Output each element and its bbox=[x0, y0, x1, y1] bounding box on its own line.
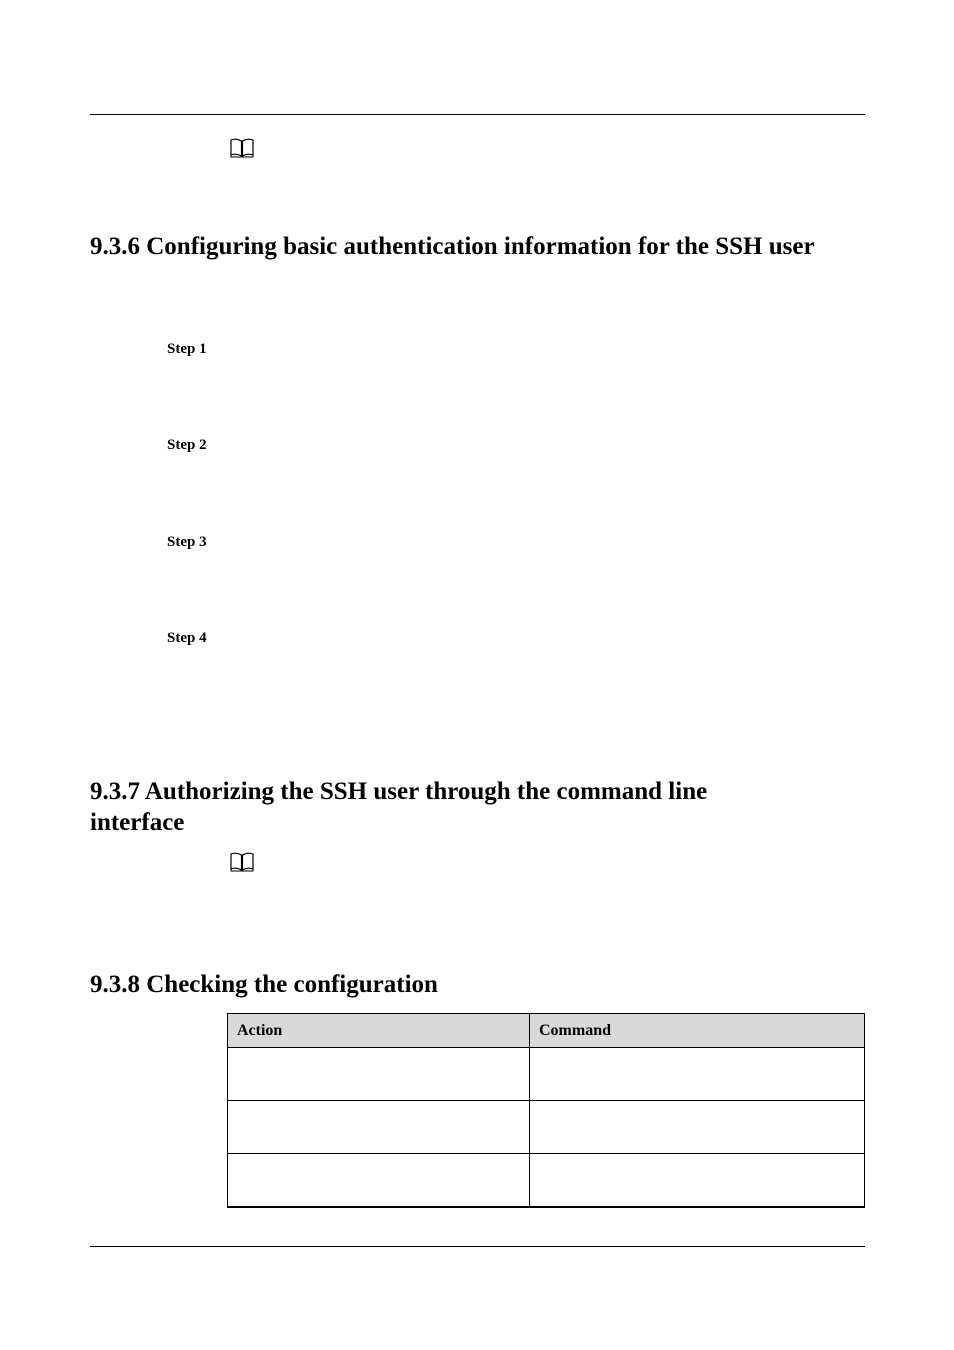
table-header-row bbox=[228, 1014, 865, 1048]
table-row bbox=[228, 1154, 865, 1208]
section-heading-9-3-8: 9.3.8 Checking the configuration bbox=[90, 971, 438, 998]
table-cell-action bbox=[228, 1154, 530, 1208]
table-row bbox=[228, 1101, 865, 1154]
table-cell-command bbox=[530, 1154, 865, 1208]
step-label: Step 3 bbox=[167, 534, 207, 550]
step-label: Step 1 bbox=[167, 341, 207, 357]
checking-configuration-table bbox=[227, 1013, 865, 1208]
header-rule bbox=[90, 114, 865, 115]
table-cell-action bbox=[228, 1101, 530, 1154]
note-book-icon bbox=[229, 852, 255, 872]
column-header-command: Command bbox=[530, 1014, 865, 1048]
column-header-action: Action bbox=[228, 1014, 530, 1048]
step-label: Step 2 bbox=[167, 437, 207, 453]
table-cell-action bbox=[228, 1048, 530, 1101]
table-cell-command bbox=[530, 1101, 865, 1154]
table-cell-command bbox=[530, 1048, 865, 1101]
section-heading-9-3-7: 9.3.7 Authorizing the SSH user through the command line interface bbox=[90, 778, 708, 836]
footer-rule bbox=[90, 1246, 865, 1247]
note-book-icon bbox=[229, 138, 255, 158]
step-label: Step 4 bbox=[167, 630, 207, 646]
section-heading-9-3-6: 9.3.6 Configuring basic authentication information for the SSH user bbox=[90, 233, 815, 260]
table-row bbox=[228, 1048, 865, 1101]
